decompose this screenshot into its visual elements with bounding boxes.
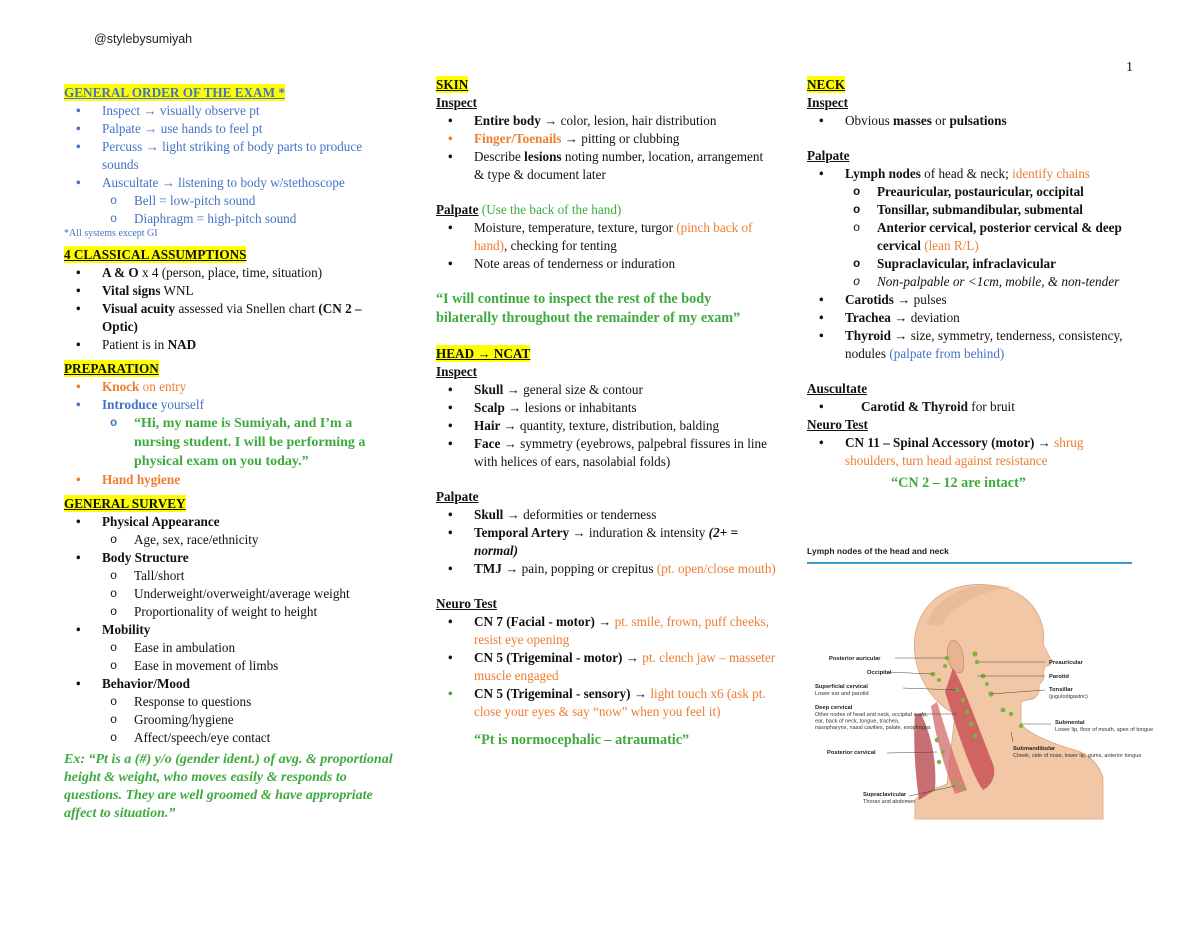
skin-palpate-heading: Palpate (Use the back of the hand) bbox=[436, 202, 622, 217]
list-item: • Skull → general size & contour bbox=[436, 381, 776, 399]
neck-quote: “CN 2 – 12 are intact” bbox=[891, 475, 1026, 491]
section-title-preparation: PREPARATION bbox=[64, 361, 159, 376]
label-posterior-cervical: Posterior cervical bbox=[827, 750, 876, 756]
list-item: • Knock on entry bbox=[64, 378, 400, 396]
classical-list bbox=[64, 264, 400, 354]
auscultate-sub-list bbox=[64, 192, 400, 228]
survey-sub-list-4 bbox=[64, 693, 400, 747]
section-title-skin: SKIN bbox=[436, 77, 469, 92]
list-item: • Scalp → lesions or inhabitants bbox=[436, 399, 776, 417]
list-item: • Entire body → color, lesion, hair distribution bbox=[436, 112, 776, 130]
section-title-general-order: GENERAL ORDER OF THE EXAM * bbox=[64, 85, 285, 100]
label-posterior-auricular: Posterior auricular bbox=[829, 656, 881, 662]
list-item: o Underweight/overweight/average weight bbox=[64, 585, 400, 603]
list-item: o Non-palpable or <1cm, mobile, & non-tender bbox=[807, 273, 1137, 291]
list-item: o Ease in movement of limbs bbox=[64, 657, 400, 675]
label-superficial-cervical-desc: Lower ear and parotid bbox=[815, 691, 869, 697]
label-submandibular: Submandibular bbox=[1013, 746, 1056, 752]
label-preauricular: Preauricular bbox=[1049, 660, 1083, 666]
list-item: • Inspect → visually observe pt bbox=[64, 102, 400, 120]
section-title-general-survey: GENERAL SURVEY bbox=[64, 496, 186, 511]
list-item: • Moisture, temperature, texture, turgor (pinch back of hand), checking for tenting bbox=[436, 219, 776, 255]
label-parotid: Parotid bbox=[1049, 674, 1069, 680]
list-item: • Trachea → deviation bbox=[807, 309, 1137, 327]
section-title-head: HEAD → NCAT bbox=[436, 346, 531, 361]
subheading-auscultate: Auscultate bbox=[807, 381, 868, 396]
section-title-classical: 4 CLASSICAL ASSUMPTIONS bbox=[64, 247, 247, 262]
survey-sub-list-2 bbox=[64, 567, 400, 621]
list-item: o Age, sex, race/ethnicity bbox=[64, 531, 400, 549]
list-item: • Thyroid → size, symmetry, tenderness, consistency, nodules (palpate from behind) bbox=[807, 327, 1137, 363]
head-quote: “Pt is normocephalic – atraumatic” bbox=[474, 732, 690, 748]
list-item: o Response to questions bbox=[64, 693, 400, 711]
neck-inspect-list bbox=[807, 112, 1137, 130]
watermark: @stylebysumiyah bbox=[94, 32, 193, 46]
survey-sub-list-1 bbox=[64, 531, 400, 549]
subheading-palpate: Palpate bbox=[807, 148, 850, 163]
survey-list-2 bbox=[64, 549, 400, 567]
label-submandibular-desc: Cheek, side of nose, lower lip, gums, anterior tongue bbox=[1013, 753, 1142, 759]
lymph-node-illustration bbox=[807, 564, 1154, 819]
list-item: • Carotids → pulses bbox=[807, 291, 1137, 309]
list-item: • Face → symmetry (eyebrows, palpebral fissures in line with helices of ears, nasolabial folds) bbox=[436, 435, 776, 471]
list-item: • Mobility bbox=[64, 621, 400, 639]
skin-palpate-list bbox=[436, 219, 776, 273]
list-item: o Anterior cervical, posterior cervical & deep cervical (lean R/L) bbox=[807, 219, 1137, 255]
column-1 bbox=[64, 76, 400, 823]
head-neuro-list bbox=[436, 613, 776, 721]
list-item: • CN 7 (Facial - motor) → pt. smile, frown, puff cheeks, resist eye opening bbox=[436, 613, 776, 649]
list-item: • Carotid & Thyroid for bruit bbox=[807, 398, 1137, 416]
subheading-neuro-test: Neuro Test bbox=[436, 596, 497, 611]
preparation-quote-list bbox=[64, 414, 400, 471]
deep-cervical-desc-line: nasopharynx, nasal cavities, palate, esophagus bbox=[815, 725, 931, 731]
list-item: • Note areas of tenderness or induration bbox=[436, 255, 776, 273]
list-item: o Preauricular, postauricular, occipital bbox=[807, 183, 1137, 201]
label-deep-cervical-desc bbox=[815, 712, 931, 731]
list-item: • Temporal Artery → induration & intensity (2+ = normal) bbox=[436, 524, 776, 560]
column-2 bbox=[436, 76, 776, 750]
label-submental: Submental bbox=[1055, 720, 1085, 726]
list-item: • Hand hygiene bbox=[64, 471, 400, 489]
list-item: o Proportionality of weight to height bbox=[64, 603, 400, 621]
survey-list-4 bbox=[64, 675, 400, 693]
list-item: • TMJ → pain, popping or crepitus (pt. open/close mouth) bbox=[436, 560, 776, 578]
list-item: • Describe lesions noting number, location, arrangement & type & document later bbox=[436, 148, 776, 184]
label-occipital: Occipital bbox=[867, 670, 892, 676]
label-tonsillar: Tonsillar bbox=[1049, 687, 1073, 693]
subheading-inspect: Inspect bbox=[807, 95, 849, 110]
list-item: • Patient is in NAD bbox=[64, 336, 400, 354]
neck-neuro-list bbox=[807, 434, 1137, 470]
list-item: • Finger/Toenails → pitting or clubbing bbox=[436, 130, 776, 148]
list-item: • Lymph nodes of head & neck; identify chains bbox=[807, 165, 1137, 183]
label-submental-desc: Lower lip, floor of mouth, apex of tongue bbox=[1055, 727, 1154, 733]
head-palpate-list bbox=[436, 506, 776, 578]
list-item: • Skull → deformities or tenderness bbox=[436, 506, 776, 524]
survey-list bbox=[64, 513, 400, 531]
neck-palpate-list-2 bbox=[807, 291, 1137, 363]
list-item: • Hair → quantity, texture, distribution, balding bbox=[436, 417, 776, 435]
list-item: • CN 5 (Trigeminal - sensory) → light touch x6 (ask pt. close your eyes & say “now” when you feel it) bbox=[436, 685, 776, 721]
list-item: • Percuss → light striking of body parts to produce sounds bbox=[64, 138, 400, 174]
lymph-node-list bbox=[807, 183, 1137, 291]
list-item: • Visual acuity assessed via Snellen chart (CN 2 – Optic) bbox=[64, 300, 400, 336]
list-item: • Palpate → use hands to feel pt bbox=[64, 120, 400, 138]
list-item: o Ease in ambulation bbox=[64, 639, 400, 657]
general-order-list bbox=[64, 102, 400, 192]
list-item: • A & O x 4 (person, place, time, situation) bbox=[64, 264, 400, 282]
list-item: • Physical Appearance bbox=[64, 513, 400, 531]
section-title-neck: NECK bbox=[807, 77, 846, 92]
preparation-list bbox=[64, 378, 400, 414]
list-item: • Vital signs WNL bbox=[64, 282, 400, 300]
subheading-inspect: Inspect bbox=[436, 364, 478, 379]
list-item: • Behavior/Mood bbox=[64, 675, 400, 693]
lymph-node-figure bbox=[807, 546, 1154, 818]
list-item: o Grooming/hygiene bbox=[64, 711, 400, 729]
deep-cervical-desc-line: Other nodes of head and neck, occipital scalp, bbox=[815, 712, 928, 718]
list-item: o Diaphragm = high-pitch sound bbox=[64, 210, 400, 228]
subheading-palpate: Palpate bbox=[436, 489, 479, 504]
preparation-list-2 bbox=[64, 471, 400, 489]
skin-quote: “I will continue to inspect the rest of the body bilaterally throughout the remainder of my exam” bbox=[436, 291, 741, 326]
list-item: o Bell = low-pitch sound bbox=[64, 192, 400, 210]
page-number: 1 bbox=[1126, 60, 1133, 75]
skin-inspect-list bbox=[436, 112, 776, 184]
list-item: • Auscultate → listening to body w/stethoscope bbox=[64, 174, 400, 192]
label-tonsillar-desc: (jugulodigastric) bbox=[1049, 694, 1088, 700]
survey-example: Ex: “Pt is a (#) y/o (gender ident.) of avg. & proportional height & weight, who moves easily & responds to questions. They are well groomed & have appropriate affect to situation.” bbox=[64, 752, 393, 821]
list-item: o Affect/speech/eye contact bbox=[64, 729, 400, 747]
label-supraclavicular-desc: Thorax and abdomen bbox=[863, 799, 916, 805]
intro-quote: o “Hi, my name is Sumiyah, and I’m a nursing student. I will be performing a physical exam on you today.” bbox=[64, 414, 400, 471]
head-inspect-list bbox=[436, 381, 776, 471]
deep-cervical-desc-line: ear, back of neck, tongue, trachea, bbox=[815, 718, 900, 725]
general-order-note: *All systems except GI bbox=[64, 228, 158, 239]
neck-auscultate-list bbox=[807, 398, 1137, 416]
subheading-inspect: Inspect bbox=[436, 95, 478, 110]
label-deep-cervical: Deep cervical bbox=[815, 705, 853, 711]
list-item: • Body Structure bbox=[64, 549, 400, 567]
list-item: o Tall/short bbox=[64, 567, 400, 585]
survey-list-3 bbox=[64, 621, 400, 639]
list-item: • Introduce yourself bbox=[64, 396, 400, 414]
list-item: • Obvious masses or pulsations bbox=[807, 112, 1137, 130]
column-3 bbox=[807, 76, 1137, 493]
list-item: • CN 5 (Trigeminal - motor) → pt. clench jaw – masseter muscle engaged bbox=[436, 649, 776, 685]
survey-sub-list-3 bbox=[64, 639, 400, 675]
list-item: o Supraclavicular, infraclavicular bbox=[807, 255, 1137, 273]
figure-title: Lymph nodes of the head and neck bbox=[807, 546, 949, 556]
label-supraclavicular: Supraclavicular bbox=[863, 792, 907, 798]
label-superficial-cervical: Superficial cervical bbox=[815, 684, 868, 690]
list-item: • CN 11 – Spinal Accessory (motor) → shrug shoulders, turn head against resistance bbox=[807, 434, 1137, 470]
neck-palpate-list bbox=[807, 165, 1137, 183]
subheading-neuro-test: Neuro Test bbox=[807, 417, 868, 432]
list-item: o Tonsillar, submandibular, submental bbox=[807, 201, 1137, 219]
